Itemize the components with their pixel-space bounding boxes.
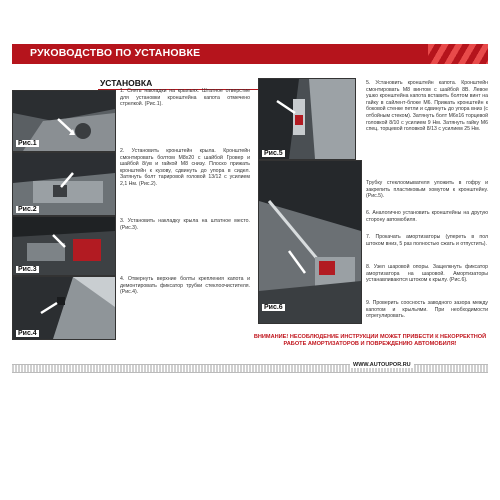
section-title: УСТАНОВКА [100,78,153,88]
step-6: 6. Аналогично установить кронштейны на другую сторону автомобиля. [366,210,488,223]
step-7: 7. Прокачать амортизаторы (упереть в пол штоком вниз, 5 раз полностью сжать и отпустить). [366,234,488,247]
caption-fig2: Рис.2 [18,206,37,213]
caption-fig5: Рис.5 [264,150,283,157]
photo-fig5 [258,78,356,160]
step-4: 4. Отвернуть верхние болты крепления капота и демонтировать фиксатор трубки стеклоочистителя. (Рис.4). [120,276,250,296]
document-title: РУКОВОДСТВО ПО УСТАНОВКЕ [30,47,201,59]
step-5-note: Трубку стеклоомывателя уложить в гофру и закрепить пластиковым хомутом к кронштейну. (Рис.5). [366,180,488,200]
photo-fig6 [258,160,362,324]
caption-fig4: Рис.4 [18,330,37,337]
step-1: 1. Снять накладки на крыльях. Штатное отверстие для установки кронштейна капота отмечено стрелкой. (Рис.1). [120,88,250,108]
step-8: 8. Узел шаровой опоры. Защелкнуть фиксатор амортизатора на шаровой. Амортизаторы устанавливаются штоком к крылу. (Рис.6). [366,264,488,284]
caption-fig1: Рис.1 [18,140,37,147]
step-9: 9. Проверить соосность заводного зазора между капотом и крыльями. При необходимости отрегулировать. [366,300,488,320]
step-5: 5. Установить кронштейн капота. Кронштейн смонтировать М8 винтом с шайбой 8В. Левое ушко кронштейна капота вставить болтом винт на гайку в сайлент-блоке М6. Прижать кронштейн к боковой стенке петли и сдвинуть до упора вниз (с отбойным стеком). Затянуть болт М6х16 торцевой головкой 8/10 с усилием 9 Нм. Затянуть гайку М6 спец. торцевой головкой 8/13 с усилием 25 Нм. [366,80,488,133]
step-3: 3. Установить накладку крыла на штатное место. (Рис.3). [120,218,250,231]
step-2: 2. Установить кронштейн крыла. Кронштейн смонтировать болтом М8х20 с шайбой Гровер и шайбой 8/ув и гайкой М8 снизу. Плоско прижать кронштейн к кузову, сдвинуть до упора в сидел. Затянуть болт тарировой головой 13/12 с усилием 2,1 Нм. (Рис.2). [120,148,250,187]
caption-fig6: Рис.6 [264,304,283,311]
header-bar [12,44,488,64]
warning-text: ВНИМАНИЕ! НЕСОБЛЮДЕНИЕ ИНСТРУКЦИИ МОЖЕТ ПРИВЕСТИ К НЕКОРРЕКТНОЙ РАБОТЕ АМОРТИЗАТОРОВ И ПОВРЕЖДЕНИЮ АВТОМОБИЛЯ! [253,334,487,347]
footer-url[interactable]: WWW.AUTOUPOR.RU [350,362,414,368]
footer-bar [12,364,488,373]
caption-fig3: Рис.3 [18,266,37,273]
header-stripes [428,44,488,64]
